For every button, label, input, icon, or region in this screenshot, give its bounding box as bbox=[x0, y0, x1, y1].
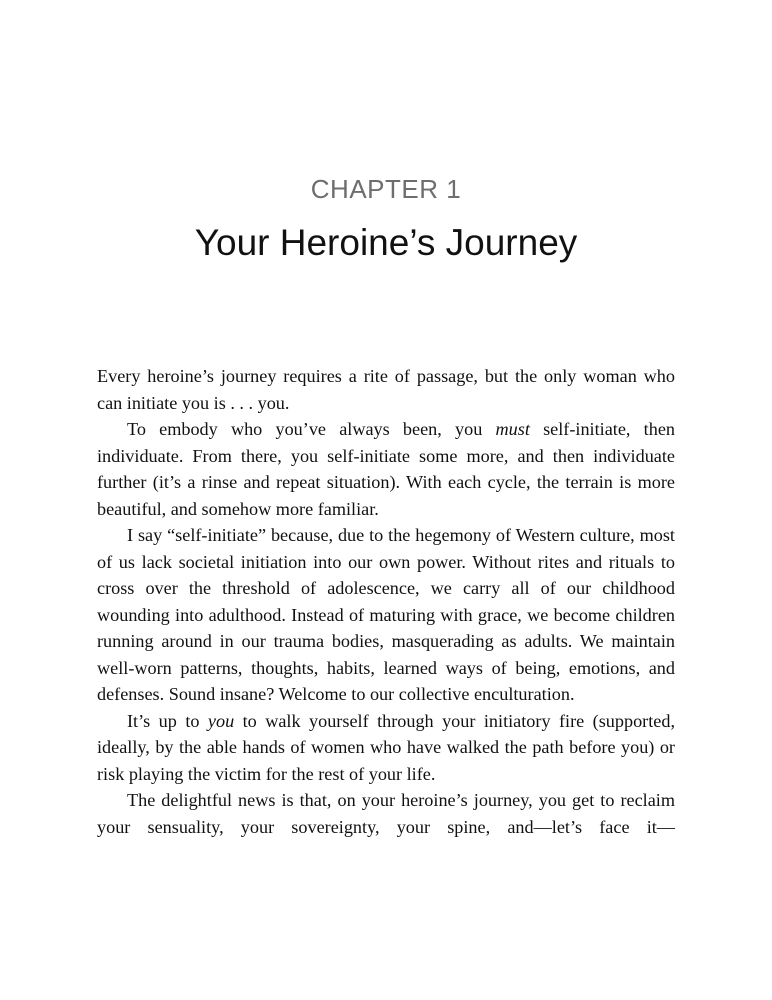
paragraph-5: The delightful news is that, on your heroine’s journey, you get to reclaim your sensuality, your sovereignty, your spine, and—let’s face it— bbox=[97, 790, 675, 837]
paragraph-4-text-end: to walk yourself through your initiatory fire (supported, ideally, by the able hands of women who have walked the path before you) or risk playing the victim for the rest of your life. bbox=[97, 710, 676, 784]
paragraph-4-emphasis: you bbox=[207, 710, 235, 731]
paragraph-2-text-start: To embody who you’ve always been, you bbox=[127, 419, 496, 439]
paragraph-2-emphasis: must bbox=[495, 419, 530, 439]
paragraph-1: Every heroine’s journey requires a rite of passage, but the only woman who can initiate you is . . . you. bbox=[97, 366, 675, 413]
paragraph-3: I say “self-initiate” because, due to the hegemony of Western culture, most of us lack societal initiation into our own power. Without rites and rituals to cross over the threshold of adolescence, we carry all of our childhood wounding into adulthood. Instead of maturing with grace, we become children running around in our trauma bodies, masquerading as adults. We maintain well-worn patterns, thoughts, habits, learned ways of being, emotions, and defenses. Sound insane? Welcome to our collective enculturation. bbox=[97, 525, 675, 704]
paragraph-4 bbox=[97, 708, 675, 788]
chapter-body bbox=[97, 363, 675, 840]
chapter-label: CHAPTER 1 bbox=[310, 174, 462, 204]
paragraph-2 bbox=[97, 416, 675, 522]
paragraph-2-text-end: self-initiate, then individuate. From there, you self-initiate some more, and then individuate further (it’s a rinse and repeat situation). With each cycle, the terrain is more beautiful, and somehow more familiar. bbox=[97, 419, 675, 519]
chapter-title: Your Heroine’s Journey bbox=[194, 222, 578, 263]
paragraph-4-text-start: It’s up to bbox=[127, 710, 208, 731]
